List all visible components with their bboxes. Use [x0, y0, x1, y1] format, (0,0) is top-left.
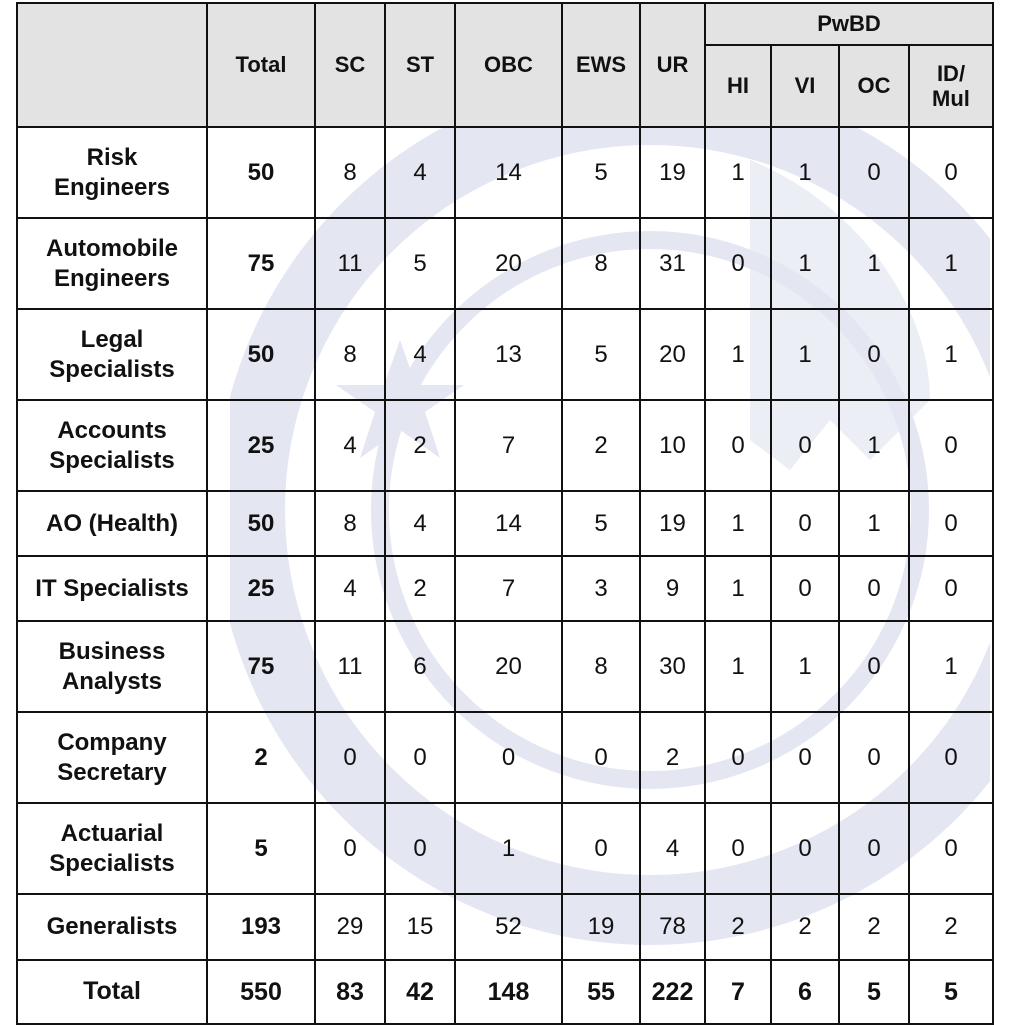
value-cell: 0	[771, 400, 839, 491]
value-cell: 11	[315, 621, 385, 712]
table-row	[17, 621, 993, 712]
value-cell: 0	[839, 712, 909, 803]
row-total-cell: 25	[207, 556, 315, 621]
row-total-cell: 50	[207, 491, 315, 556]
value-cell: 0	[909, 491, 993, 556]
value-cell: 30	[640, 621, 705, 712]
table-row	[17, 309, 993, 400]
post-name-cell: Legal Specialists	[17, 309, 207, 400]
value-cell: 0	[839, 127, 909, 218]
value-cell: 4	[315, 400, 385, 491]
value-cell: 0	[839, 621, 909, 712]
value-cell: 1	[771, 309, 839, 400]
value-cell: 1	[909, 621, 993, 712]
post-name-cell: Total	[17, 960, 207, 1024]
header-ews: EWS	[562, 3, 640, 127]
value-cell: 20	[455, 621, 562, 712]
value-cell: 8	[315, 491, 385, 556]
value-cell: 42	[385, 960, 455, 1024]
value-cell: 1	[705, 127, 771, 218]
row-total-cell: 193	[207, 894, 315, 960]
value-cell: 7	[455, 400, 562, 491]
table-row	[17, 127, 993, 218]
row-total-cell: 75	[207, 621, 315, 712]
post-name-cell: Generalists	[17, 894, 207, 960]
value-cell: 8	[315, 309, 385, 400]
row-total-cell: 75	[207, 218, 315, 309]
value-cell: 3	[562, 556, 640, 621]
value-cell: 5	[562, 309, 640, 400]
table-row	[17, 218, 993, 309]
total-row	[17, 960, 993, 1024]
value-cell: 0	[385, 803, 455, 894]
post-name-cell: Actuarial Specialists	[17, 803, 207, 894]
value-cell: 0	[705, 400, 771, 491]
value-cell: 0	[909, 803, 993, 894]
value-cell: 31	[640, 218, 705, 309]
value-cell: 19	[640, 127, 705, 218]
reservation-table	[16, 2, 994, 1025]
value-cell: 7	[455, 556, 562, 621]
value-cell: 0	[562, 712, 640, 803]
post-name-cell: Automobile Engineers	[17, 218, 207, 309]
value-cell: 2	[771, 894, 839, 960]
value-cell: 7	[705, 960, 771, 1024]
header-oc: OC	[839, 45, 909, 127]
value-cell: 6	[385, 621, 455, 712]
value-cell: 2	[385, 400, 455, 491]
value-cell: 5	[562, 491, 640, 556]
value-cell: 20	[455, 218, 562, 309]
value-cell: 14	[455, 127, 562, 218]
value-cell: 0	[455, 712, 562, 803]
value-cell: 0	[909, 400, 993, 491]
value-cell: 78	[640, 894, 705, 960]
value-cell: 8	[562, 218, 640, 309]
table-row	[17, 556, 993, 621]
post-name-cell: Accounts Specialists	[17, 400, 207, 491]
row-total-cell: 25	[207, 400, 315, 491]
value-cell: 0	[909, 556, 993, 621]
value-cell: 8	[315, 127, 385, 218]
header-hi: HI	[705, 45, 771, 127]
value-cell: 8	[562, 621, 640, 712]
value-cell: 52	[455, 894, 562, 960]
header-total: Total	[207, 3, 315, 127]
value-cell: 1	[839, 400, 909, 491]
value-cell: 148	[455, 960, 562, 1024]
post-name-cell: IT Specialists	[17, 556, 207, 621]
value-cell: 1	[705, 621, 771, 712]
header-ur: UR	[640, 3, 705, 127]
value-cell: 0	[705, 803, 771, 894]
value-cell: 1	[705, 491, 771, 556]
value-cell: 14	[455, 491, 562, 556]
value-cell: 19	[640, 491, 705, 556]
header-corner-cell	[17, 3, 207, 127]
value-cell: 1	[771, 218, 839, 309]
value-cell: 0	[839, 556, 909, 621]
value-cell: 0	[909, 127, 993, 218]
table-row	[17, 712, 993, 803]
post-name-cell: Risk Engineers	[17, 127, 207, 218]
value-cell: 1	[455, 803, 562, 894]
value-cell: 6	[771, 960, 839, 1024]
value-cell: 2	[839, 894, 909, 960]
value-cell: 5	[839, 960, 909, 1024]
value-cell: 20	[640, 309, 705, 400]
value-cell: 0	[705, 712, 771, 803]
value-cell: 2	[705, 894, 771, 960]
value-cell: 0	[771, 491, 839, 556]
header-vi: VI	[771, 45, 839, 127]
value-cell: 2	[562, 400, 640, 491]
value-cell: 5	[562, 127, 640, 218]
post-name-cell: Business Analysts	[17, 621, 207, 712]
value-cell: 11	[315, 218, 385, 309]
value-cell: 55	[562, 960, 640, 1024]
value-cell: 29	[315, 894, 385, 960]
value-cell: 83	[315, 960, 385, 1024]
row-total-cell: 50	[207, 309, 315, 400]
value-cell: 0	[771, 803, 839, 894]
value-cell: 4	[315, 556, 385, 621]
value-cell: 10	[640, 400, 705, 491]
value-cell: 1	[909, 309, 993, 400]
header-id-mul: ID/ Mul	[909, 45, 993, 127]
row-total-cell: 5	[207, 803, 315, 894]
value-cell: 1	[705, 556, 771, 621]
table-row	[17, 491, 993, 556]
value-cell: 2	[385, 556, 455, 621]
value-cell: 4	[640, 803, 705, 894]
header-pwbd-group: PwBD	[705, 3, 993, 45]
value-cell: 0	[771, 556, 839, 621]
value-cell: 5	[909, 960, 993, 1024]
table-row	[17, 803, 993, 894]
value-cell: 0	[771, 712, 839, 803]
value-cell: 1	[771, 621, 839, 712]
value-cell: 2	[640, 712, 705, 803]
value-cell: 0	[839, 803, 909, 894]
row-total-cell: 2	[207, 712, 315, 803]
header-st: ST	[385, 3, 455, 127]
post-name-cell: AO (Health)	[17, 491, 207, 556]
value-cell: 0	[385, 712, 455, 803]
value-cell: 4	[385, 127, 455, 218]
table-row	[17, 400, 993, 491]
value-cell: 1	[705, 309, 771, 400]
value-cell: 0	[315, 803, 385, 894]
value-cell: 4	[385, 491, 455, 556]
value-cell: 1	[839, 491, 909, 556]
value-cell: 1	[909, 218, 993, 309]
value-cell: 1	[839, 218, 909, 309]
table-body	[17, 127, 993, 1024]
value-cell: 9	[640, 556, 705, 621]
post-name-cell: Company Secretary	[17, 712, 207, 803]
value-cell: 0	[909, 712, 993, 803]
row-total-cell: 50	[207, 127, 315, 218]
header-sc: SC	[315, 3, 385, 127]
value-cell: 0	[705, 218, 771, 309]
value-cell: 0	[315, 712, 385, 803]
table-row	[17, 894, 993, 960]
value-cell: 222	[640, 960, 705, 1024]
value-cell: 19	[562, 894, 640, 960]
header-obc: OBC	[455, 3, 562, 127]
value-cell: 0	[839, 309, 909, 400]
value-cell: 5	[385, 218, 455, 309]
value-cell: 13	[455, 309, 562, 400]
value-cell: 4	[385, 309, 455, 400]
value-cell: 2	[909, 894, 993, 960]
value-cell: 0	[562, 803, 640, 894]
value-cell: 15	[385, 894, 455, 960]
row-total-cell: 550	[207, 960, 315, 1024]
value-cell: 1	[771, 127, 839, 218]
